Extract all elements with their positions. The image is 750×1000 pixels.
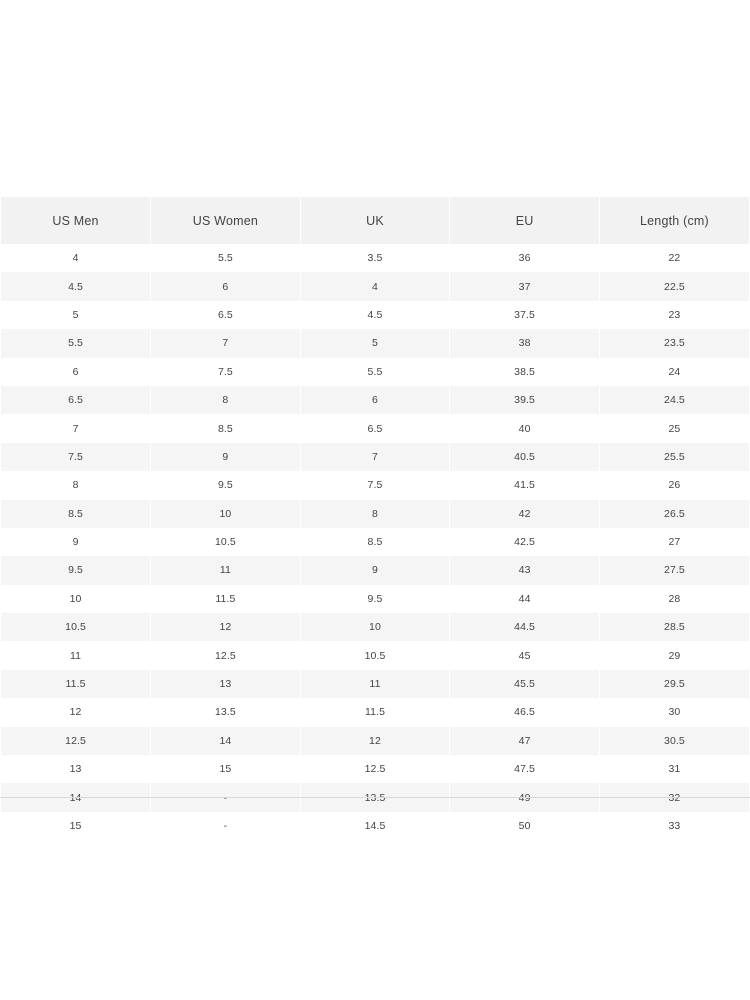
- cell-eu: 47: [450, 727, 600, 755]
- cell-us-men: 7: [1, 414, 151, 442]
- table-row: [1, 443, 749, 471]
- cell-eu: 42: [450, 500, 600, 528]
- cell-us-women: 6.5: [151, 301, 301, 329]
- cell-uk: 3.5: [300, 244, 450, 272]
- cell-uk: 11: [300, 670, 450, 698]
- cell-us-men: 8: [1, 471, 151, 499]
- bottom-divider: [0, 797, 750, 798]
- cell-us-men: 6: [1, 358, 151, 386]
- cell-us-men: 11: [1, 641, 151, 669]
- cell-length: 31: [599, 755, 749, 783]
- cell-us-women: 9: [151, 443, 301, 471]
- cell-length: 28.5: [599, 613, 749, 641]
- cell-us-women: 9.5: [151, 471, 301, 499]
- cell-uk: 10.5: [300, 641, 450, 669]
- cell-uk: 4: [300, 272, 450, 300]
- cell-us-women: 12.5: [151, 641, 301, 669]
- size-chart-container: [1, 197, 749, 840]
- table-header: [1, 197, 749, 244]
- cell-length: 24: [599, 358, 749, 386]
- table-row: [1, 528, 749, 556]
- cell-eu: 37.5: [450, 301, 600, 329]
- cell-us-women: 15: [151, 755, 301, 783]
- cell-uk: 5: [300, 329, 450, 357]
- cell-uk: 11.5: [300, 698, 450, 726]
- cell-length: 24.5: [599, 386, 749, 414]
- cell-us-men: 5: [1, 301, 151, 329]
- cell-us-men: 5.5: [1, 329, 151, 357]
- table-row: [1, 329, 749, 357]
- table-row: [1, 755, 749, 783]
- cell-length: 23: [599, 301, 749, 329]
- table-row: [1, 613, 749, 641]
- column-header-eu: EU: [450, 197, 600, 244]
- cell-us-women: 10: [151, 500, 301, 528]
- cell-us-women: -: [151, 812, 301, 840]
- cell-us-women: 13.5: [151, 698, 301, 726]
- cell-us-women: 8.5: [151, 414, 301, 442]
- cell-us-men: 13: [1, 755, 151, 783]
- cell-uk: 8.5: [300, 528, 450, 556]
- cell-eu: 47.5: [450, 755, 600, 783]
- table-row: [1, 301, 749, 329]
- cell-us-men: 15: [1, 812, 151, 840]
- cell-us-women: 11.5: [151, 585, 301, 613]
- cell-length: 27: [599, 528, 749, 556]
- column-header-uk: UK: [300, 197, 450, 244]
- cell-uk: 10: [300, 613, 450, 641]
- cell-uk: 9: [300, 556, 450, 584]
- cell-length: 26: [599, 471, 749, 499]
- cell-uk: 9.5: [300, 585, 450, 613]
- cell-us-men: 9.5: [1, 556, 151, 584]
- cell-us-women: 10.5: [151, 528, 301, 556]
- cell-length: 30.5: [599, 727, 749, 755]
- cell-length: 33: [599, 812, 749, 840]
- table-row: [1, 727, 749, 755]
- table-row: [1, 386, 749, 414]
- cell-us-women: 7: [151, 329, 301, 357]
- cell-us-men: 11.5: [1, 670, 151, 698]
- table-row: [1, 358, 749, 386]
- cell-us-men: 4.5: [1, 272, 151, 300]
- cell-us-women: 5.5: [151, 244, 301, 272]
- cell-us-men: 4: [1, 244, 151, 272]
- cell-length: 25: [599, 414, 749, 442]
- cell-length: 22.5: [599, 272, 749, 300]
- table-row: [1, 698, 749, 726]
- cell-us-men: 9: [1, 528, 151, 556]
- cell-eu: 39.5: [450, 386, 600, 414]
- cell-eu: 44: [450, 585, 600, 613]
- column-header-us-men: US Men: [1, 197, 151, 244]
- column-header-us-women: US Women: [151, 197, 301, 244]
- table-row: [1, 585, 749, 613]
- cell-length: 29.5: [599, 670, 749, 698]
- cell-eu: 42.5: [450, 528, 600, 556]
- cell-us-men: 8.5: [1, 500, 151, 528]
- table-body: [1, 244, 749, 840]
- cell-uk: 14.5: [300, 812, 450, 840]
- cell-eu: 43: [450, 556, 600, 584]
- cell-length: 23.5: [599, 329, 749, 357]
- size-conversion-table: [1, 197, 749, 840]
- table-row: [1, 272, 749, 300]
- cell-length: 25.5: [599, 443, 749, 471]
- table-row: [1, 244, 749, 272]
- table-row: [1, 414, 749, 442]
- cell-eu: 38: [450, 329, 600, 357]
- table-row: [1, 556, 749, 584]
- cell-us-women: 7.5: [151, 358, 301, 386]
- cell-uk: 12.5: [300, 755, 450, 783]
- table-row: [1, 670, 749, 698]
- cell-eu: 45.5: [450, 670, 600, 698]
- cell-length: 28: [599, 585, 749, 613]
- cell-length: 29: [599, 641, 749, 669]
- table-row: [1, 500, 749, 528]
- cell-eu: 41.5: [450, 471, 600, 499]
- cell-uk: 6.5: [300, 414, 450, 442]
- cell-eu: 37: [450, 272, 600, 300]
- cell-us-men: 12: [1, 698, 151, 726]
- cell-us-men: 6.5: [1, 386, 151, 414]
- cell-uk: 4.5: [300, 301, 450, 329]
- cell-us-women: 14: [151, 727, 301, 755]
- cell-us-women: 8: [151, 386, 301, 414]
- table-header-row: [1, 197, 749, 244]
- cell-uk: 6: [300, 386, 450, 414]
- cell-eu: 38.5: [450, 358, 600, 386]
- table-row: [1, 812, 749, 840]
- cell-uk: 7: [300, 443, 450, 471]
- cell-eu: 36: [450, 244, 600, 272]
- cell-uk: 7.5: [300, 471, 450, 499]
- cell-eu: 45: [450, 641, 600, 669]
- cell-length: 30: [599, 698, 749, 726]
- cell-uk: 12: [300, 727, 450, 755]
- cell-us-women: 13: [151, 670, 301, 698]
- table-row: [1, 471, 749, 499]
- column-header-length-cm: Length (cm): [599, 197, 749, 244]
- cell-eu: 50: [450, 812, 600, 840]
- cell-eu: 44.5: [450, 613, 600, 641]
- cell-length: 27.5: [599, 556, 749, 584]
- cell-us-men: 10.5: [1, 613, 151, 641]
- cell-uk: 5.5: [300, 358, 450, 386]
- cell-us-women: 6: [151, 272, 301, 300]
- cell-us-women: 11: [151, 556, 301, 584]
- cell-us-men: 7.5: [1, 443, 151, 471]
- cell-eu: 46.5: [450, 698, 600, 726]
- cell-length: 22: [599, 244, 749, 272]
- cell-length: 26.5: [599, 500, 749, 528]
- cell-us-men: 12.5: [1, 727, 151, 755]
- cell-eu: 40.5: [450, 443, 600, 471]
- cell-eu: 40: [450, 414, 600, 442]
- cell-uk: 8: [300, 500, 450, 528]
- cell-us-women: 12: [151, 613, 301, 641]
- table-row: [1, 641, 749, 669]
- cell-us-men: 10: [1, 585, 151, 613]
